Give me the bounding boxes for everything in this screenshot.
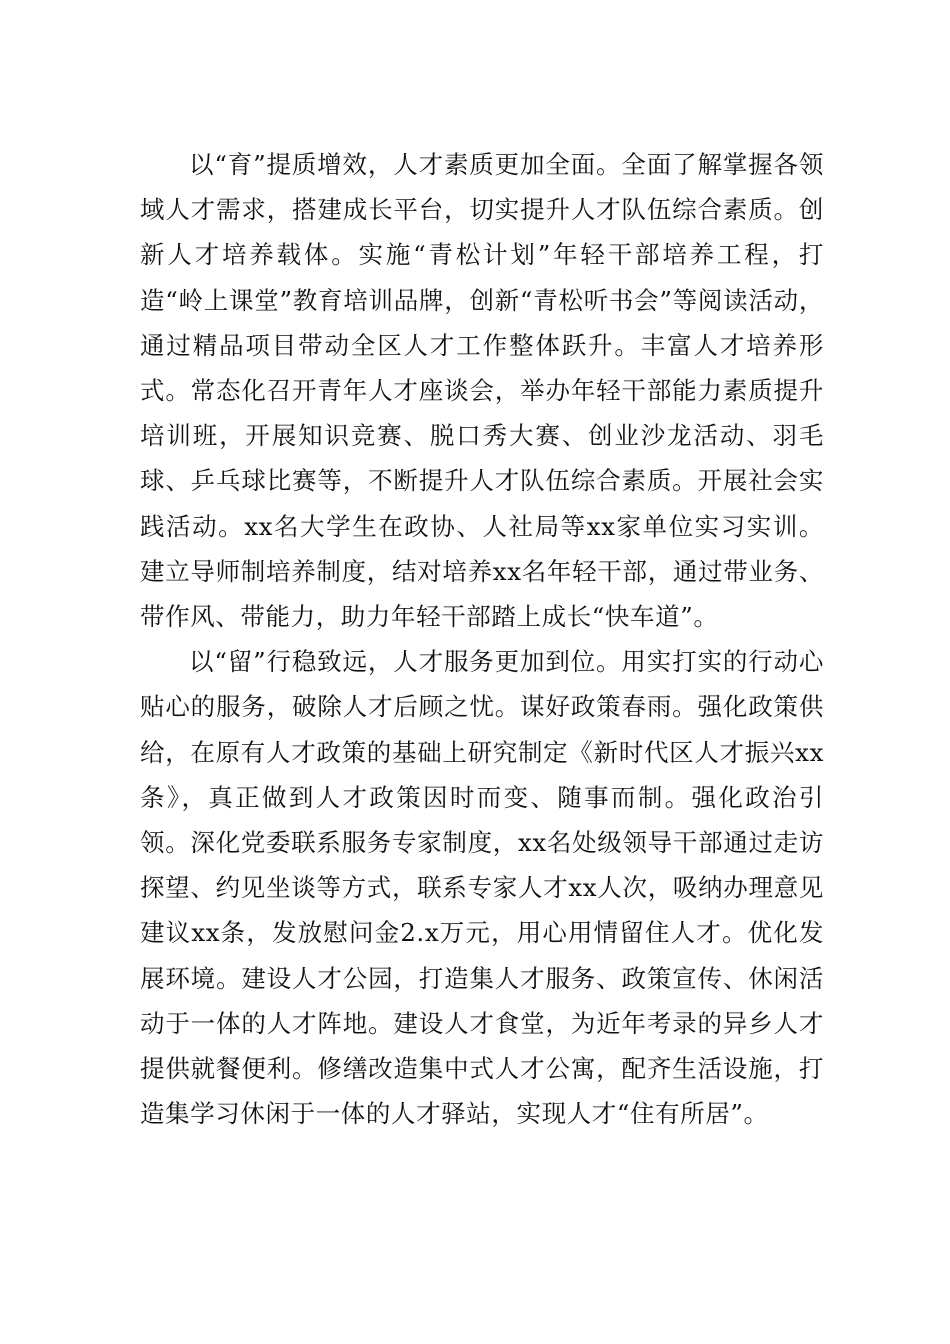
document-body (140, 142, 824, 1136)
paragraph-talent-retention: 以“留”行稳致远，人才服务更加到位。用实打实的行动心贴心的服务，破除人才后顾之忧。谋好政策春雨。强化政策供给，在原有人才政策的基础上研究制定《新时代区人才振兴xx条》，真正做到人才政策因时而变、随事而制。强化政治引领。深化党委联系服务专家制度，xx名处级领导干部通过走访探望、约见坐谈等方式，联系专家人才xx人次，吸纳办理意见建议xx条，发放慰问金2.x万元，用心用情留住人才。优化发展环境。建设人才公园，打造集人才服务、政策宣传、休闲活动于一体的人才阵地。建设人才食堂，为近年考录的异乡人才提供就餐便利。修缮改造集中式人才公寓，配齐生活设施，打造集学习休闲于一体的人才驿站，实现人才“住有所居”。 (140, 647, 824, 1129)
paragraph-talent-cultivation: 以“育”提质增效，人才素质更加全面。全面了解掌握各领域人才需求，搭建成长平台，切实提升人才队伍综合素质。创新人才培养载体。实施“青松计划”年轻干部培养工程，打造“岭上课堂”教育培训品牌，创新“青松听书会”等阅读活动，通过精品项目带动全区人才工作整体跃升。丰富人才培养形式。常态化召开青年人才座谈会，举办年轻干部能力素质提升培训班，开展知识竞赛、脱口秀大赛、创业沙龙活动、羽毛球、乒乓球比赛等，不断提升人才队伍综合素质。开展社会实践活动。xx名大学生在政协、人社局等xx家单位实习实训。建立导师制培养制度，结对培养xx名年轻干部，通过带业务、带作风、带能力，助力年轻干部踏上成长“快车道”。 (140, 150, 824, 632)
